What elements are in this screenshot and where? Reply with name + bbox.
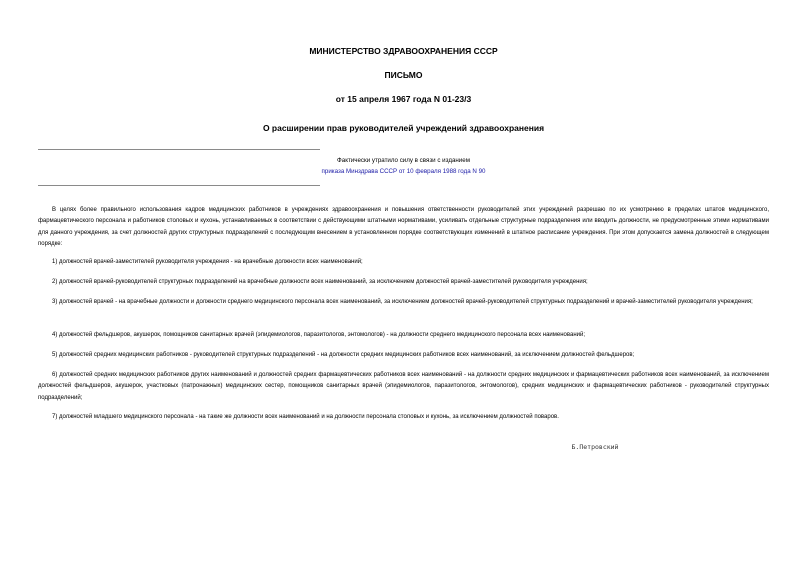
list-item [38, 370, 769, 404]
list-item [38, 257, 769, 268]
list-item [38, 297, 769, 308]
body-paragraph-intro [38, 205, 769, 251]
list-item [38, 277, 769, 288]
status-note-text: Фактически утратило силу в связи с изданием [337, 157, 470, 164]
list-item [38, 330, 769, 341]
list-item-text: 5) должностей средних медицинских работников - руководителей структурных подразделений - на должности средних медицинских работников всех наименований, за исключением должностей фельдшеров; [52, 352, 635, 358]
document-date-number: от 15 апреля 1967 года N 01-23/3 [335, 94, 472, 104]
list-item [38, 412, 769, 423]
divider-top [38, 149, 320, 150]
status-note-link[interactable]: приказа Минздрава СССР от 10 февраля 1988 года N 90 [321, 168, 486, 175]
list-item-text: 6) должностей средних медицинских работников других наименований и должностей средних фармацевтических работников всех наименований - на должности средних медицинских и фармацевтических работников всех наименований, за исключением должностей фельдшеров, акушерок, участковых (патронажных) медицинских сестер, помощников санитарных врачей (эпидемиологов, паразитологов, энтомологов), средних медицинских и фармацевтических работников - руководителей структурных подразделений; [38, 372, 769, 401]
list-item [38, 350, 769, 361]
signature: Б.Петровский [571, 443, 619, 451]
list-item-text: 7) должностей младшего медицинского персонала - на такие же должности всех наименований и на должности персонала столовых и кухонь, за исключением должностей поваров. [52, 414, 559, 420]
list-item-text: 2) должностей врачей-руководителей структурных подразделений на врачебные должности всех наименований, за исключением должностей врачей-заместителей руководителя учреждения; [52, 279, 588, 285]
document-type: ПИСЬМО [384, 70, 423, 80]
document-title: О расширении прав руководителей учреждений здравоохранения [262, 123, 545, 133]
ministry-name: МИНИСТЕРСТВО ЗДРАВООХРАНЕНИЯ СССР [309, 46, 498, 56]
list-item-text: 3) должностей врачей - на врачебные должности и должности среднего медицинского персонала всех наименований, за исключением должностей врачей-руководителей структурных подразделений и врачей-заместителей руководителя учреждения; [52, 299, 753, 305]
list-item-text: 1) должностей врачей-заместителей руководителя учреждения - на врачебные должности всех наименований; [52, 259, 363, 265]
list-item-text: 4) должностей фельдшеров, акушерок, помощников санитарных врачей (эпидемиологов, паразитологов, энтомологов) - на должности среднего медицинского персонала всех наименований; [52, 332, 586, 338]
paragraph-text: В целях более правильного использования кадров медицинских работников в учреждениях здравоохранения и повышения ответственности руководителей этих учреждений разрешаю по их усмотрению в пределах штатов медицинского, фармацевтического персонала и работников столовых и кухонь, устанавливаемых в соответствии с действующими штатными нормативами, усиливать отдельные структурные подразделения или вводить должности, не предусмотренные этими нормативами для данного учреждения, за счет должностей других структурных подразделений с последующим внесением в установленном порядке соответствующих изменений в штатное расписание учреждения. При этом допускается замена должностей в следующем порядке: [38, 207, 769, 248]
divider-bottom [38, 185, 320, 186]
